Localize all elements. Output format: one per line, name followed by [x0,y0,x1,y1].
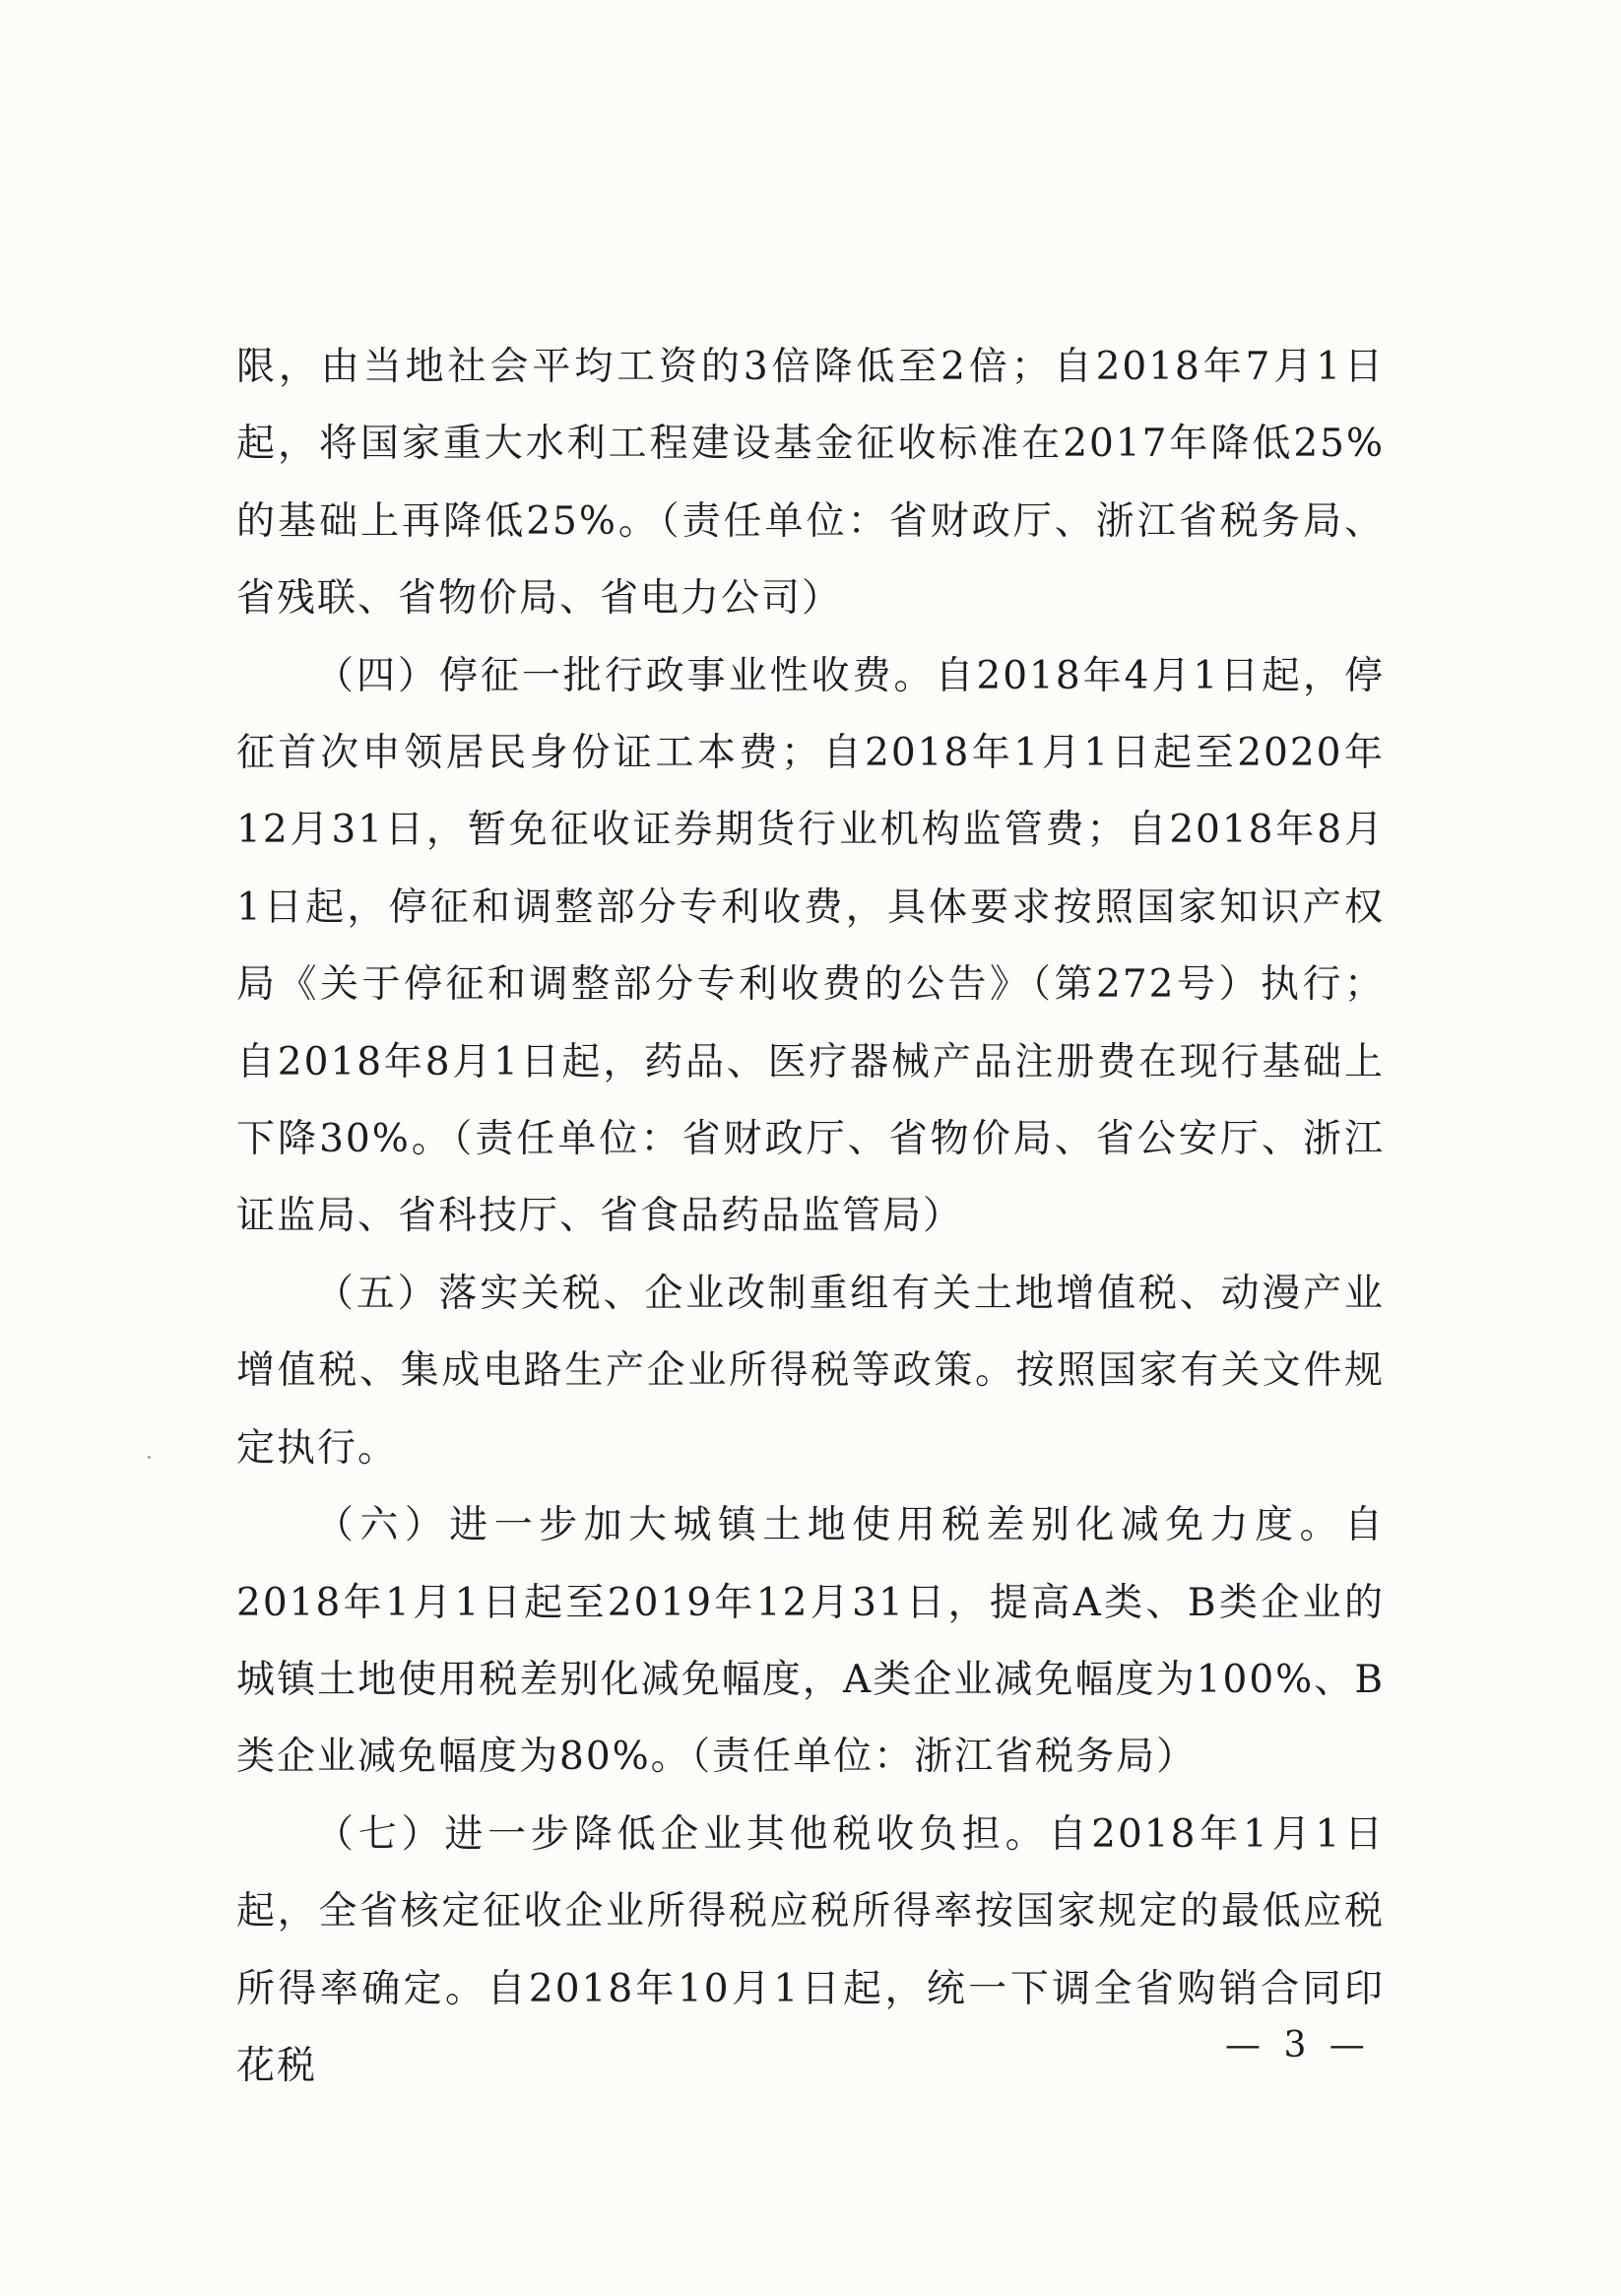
paragraph-five: （五）落实关税、企业改制重组有关土地增值税、动漫产业增值税、集成电路生产企业所得税等政策。按照国家有关文件规定执行。 [236,1271,1385,1471]
paragraph-four: （四）停征一批行政事业性收费。自2018年4月1日起，停征首次申领居民身份证工本费；自2018年1月1日起至2020年12月31日，暂免征收证券期货行业机构监管费；自2018年8月1日起，停征和调整部分专利收费，具体要求按照国家知识产权局《关于停征和调整部分专利收费的公告》（第272号）执行；自2018年8月1日起，药品、医疗器械产品注册费在现行基础上下降30%。（责任单位：省财政厅、省物价局、省公安厅、浙江证监局、省科技厅、省食品药品监管局） [236,653,1385,1239]
paragraph-seven: （七）进一步降低企业其他税收负担。自2018年1月1日起，全省核定征收企业所得税应税所得率按国家规定的最低应税所得率确定。自2018年10月1日起，统一下调全省购销合同印花税 [236,1811,1385,2088]
paragraph-six: （六）进一步加大城镇土地使用税差别化减免力度。自2018年1月1日起至2019年12月31日，提高A类、B类企业的城镇土地使用税差别化减免幅度，A类企业减免幅度为100%、B类企业减免幅度为80%。（责任单位：浙江省税务局） [236,1503,1385,1780]
page-number: — 3 — [1225,2025,1371,2066]
scan-speck [148,1456,151,1459]
body-text [236,329,1385,2105]
paragraph-continuation: 限，由当地社会平均工资的3倍降低至2倍；自2018年7月1日起，将国家重大水利工程建设基金征收标准在2017年降低25%的基础上再降低25%。（责任单位：省财政厅、浙江省税务局、省残联、省物价局、省电力公司） [236,345,1385,622]
